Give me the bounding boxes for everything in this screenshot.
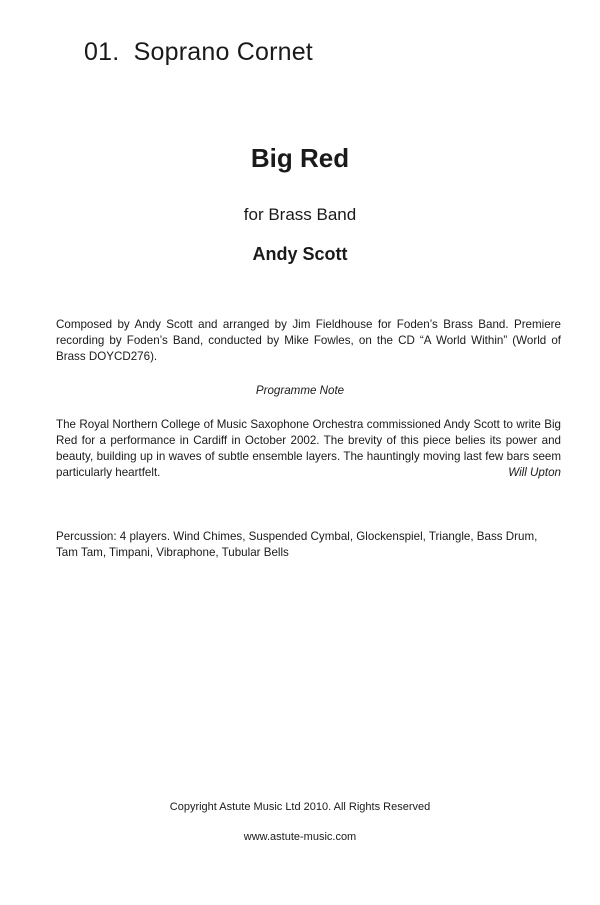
- programme-note-author: Will Upton: [508, 466, 561, 479]
- programme-note-paragraph: [56, 417, 561, 481]
- piece-subtitle: for Brass Band: [243, 205, 357, 224]
- part-label: 01. Soprano Cornet: [84, 38, 313, 66]
- copyright-notice: Copyright Astute Music Ltd 2010. All Rights Reserved: [169, 801, 431, 813]
- percussion-list: Percussion: 4 players. Wind Chimes, Suspended Cymbal, Glockenspiel, Triangle, Bass Drum, Tam Tam, Timpani, Vibraphone, Tubular Bells: [56, 530, 538, 559]
- credits-paragraph: Composed by Andy Scott and arranged by Jim Fieldhouse for Foden’s Brass Band. Premiere recording by Foden’s Band, conducted by Mike Fowles, on the CD “A World Within” (World of Brass DOYCD276).: [56, 318, 561, 363]
- programme-note-text: The Royal Northern College of Music Saxophone Orchestra commissioned Andy Scott to write Big Red for a performance in Cardiff in October 2002. The brevity of this piece belies its power and beauty, building up in waves of subtle ensemble layers. The hauntingly moving last few bars seem particularly heartfelt.: [56, 418, 561, 479]
- website-link[interactable]: www.astute-music.com: [243, 831, 357, 843]
- piece-title: Big Red: [250, 143, 350, 173]
- composer-name: Andy Scott: [252, 244, 348, 264]
- programme-note-heading: Programme Note: [255, 384, 345, 397]
